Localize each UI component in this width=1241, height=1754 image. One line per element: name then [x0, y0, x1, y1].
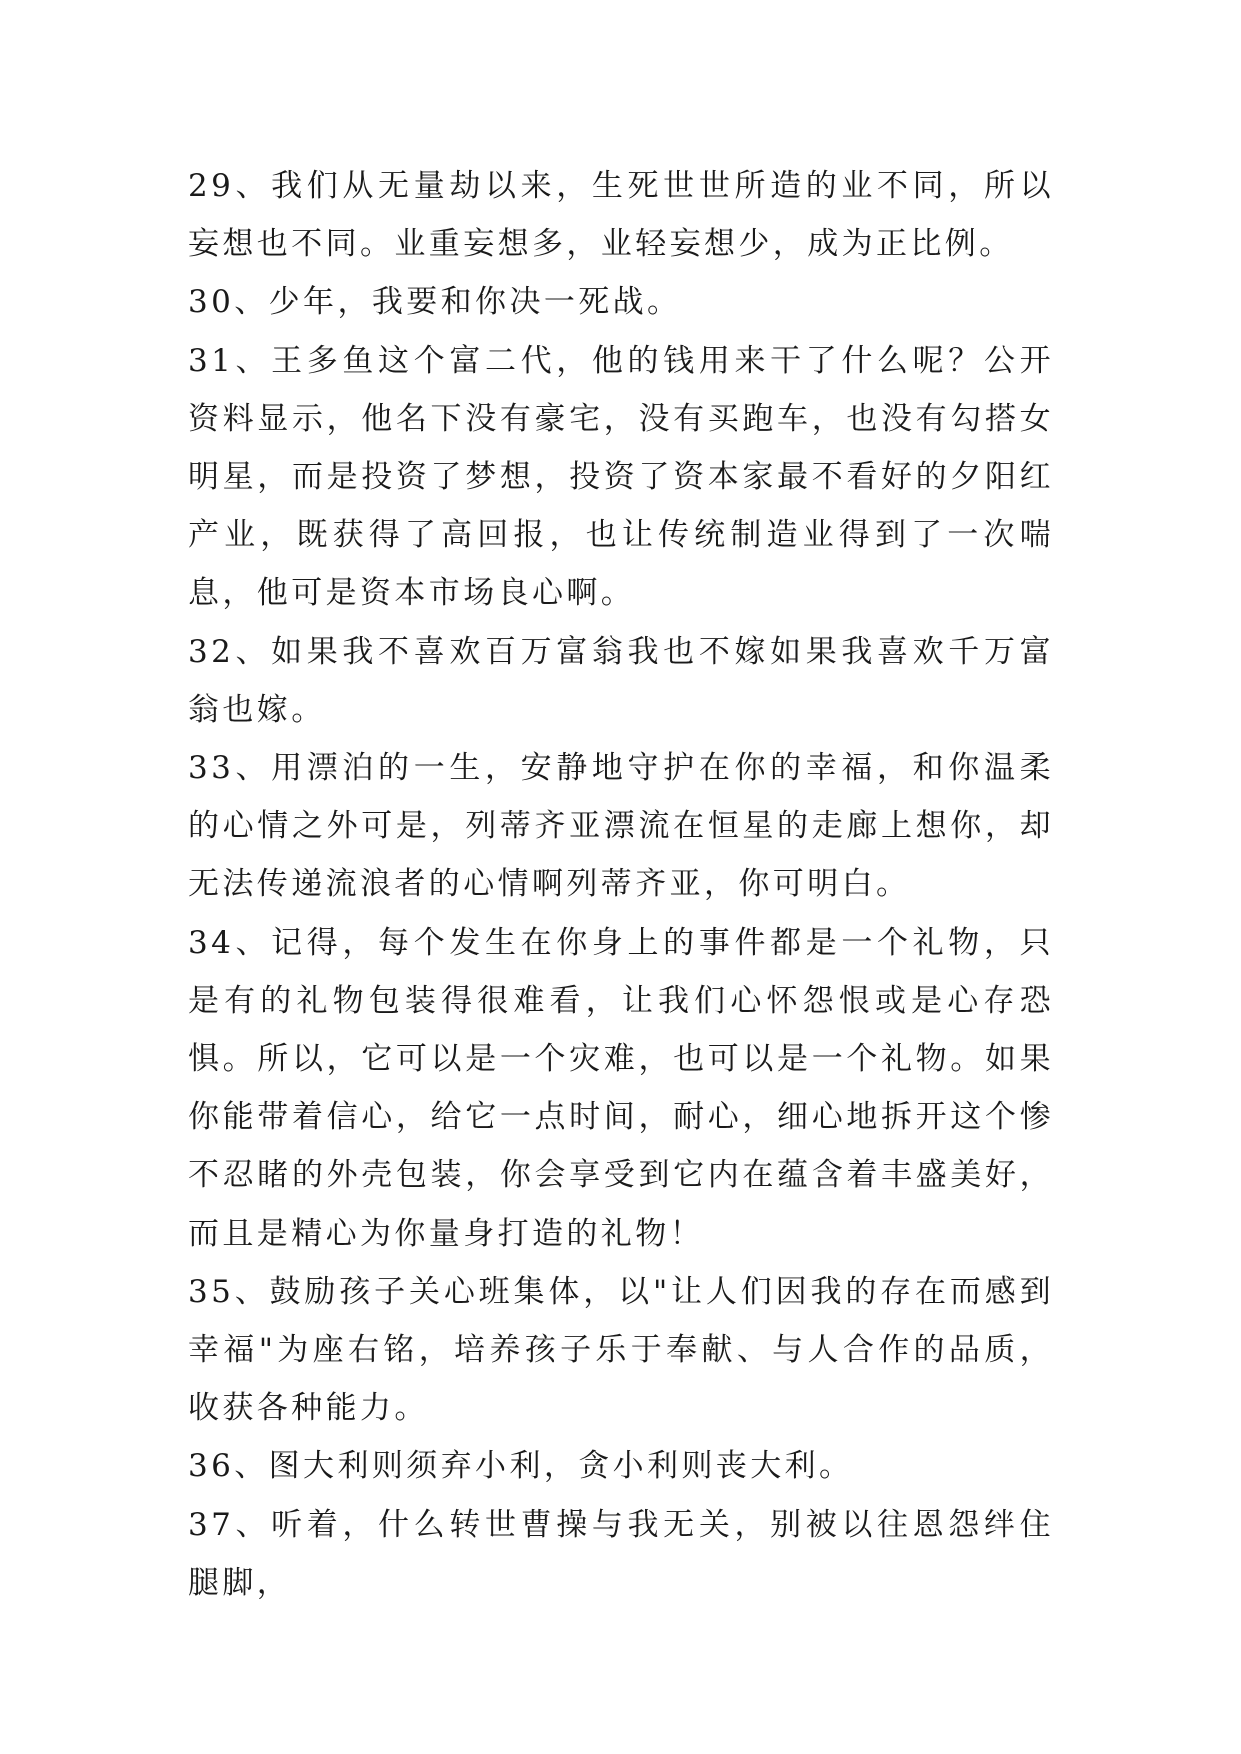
paragraph-34: 34、记得，每个发生在你身上的事件都是一个礼物，只是有的礼物包装得很难看，让我们心怀怨恨或是心存恐惧。所以，它可以是一个灾难，也可以是一个礼物。如果你能带着信心，给它一点时间，耐心，细心地拆开这个惨不忍睹的外壳包装，你会享受到它内在蕴含着丰盛美好，而且是精心为你量身打造的礼物！ — [188, 924, 1054, 1252]
paragraph-32: 32、如果我不喜欢百万富翁我也不嫁如果我喜欢千万富翁也嫁。 — [188, 633, 1054, 728]
paragraph-36: 36、图大利则须弃小利，贪小利则丧大利。 — [188, 1448, 854, 1485]
document-body — [188, 157, 1054, 1612]
paragraph-30: 30、少年，我要和你决一死战。 — [188, 284, 682, 321]
paragraph-35: 35、鼓励孩子关心班集体，以"让人们因我的存在而感到幸福"为座右铭，培养孩子乐于奉献、与人合作的品质，收获各种能力。 — [188, 1273, 1054, 1427]
paragraph-33: 33、用漂泊的一生，安静地守护在你的幸福，和你温柔的心情之外可是，列蒂齐亚漂流在恒星的走廊上想你，却无法传递流浪者的心情啊列蒂齐亚，你可明白。 — [188, 750, 1054, 903]
paragraph-37: 37、听着，什么转世曹操与我无关，别被以往恩怨绊住腿脚， — [188, 1506, 1054, 1601]
paragraph-31: 31、王多鱼这个富二代，他的钱用来干了什么呢？公开资料显示，他名下没有豪宅，没有买跑车，也没有勾搭女明星，而是投资了梦想，投资了资本家最不看好的夕阳红产业，既获得了高回报，也让传统制造业得到了一次喘息，他可是资本市场良心啊。 — [188, 342, 1054, 612]
paragraph-29: 29、我们从无量劫以来，生死世世所造的业不同，所以妄想也不同。业重妄想多，业轻妄想少，成为正比例。 — [188, 168, 1054, 263]
